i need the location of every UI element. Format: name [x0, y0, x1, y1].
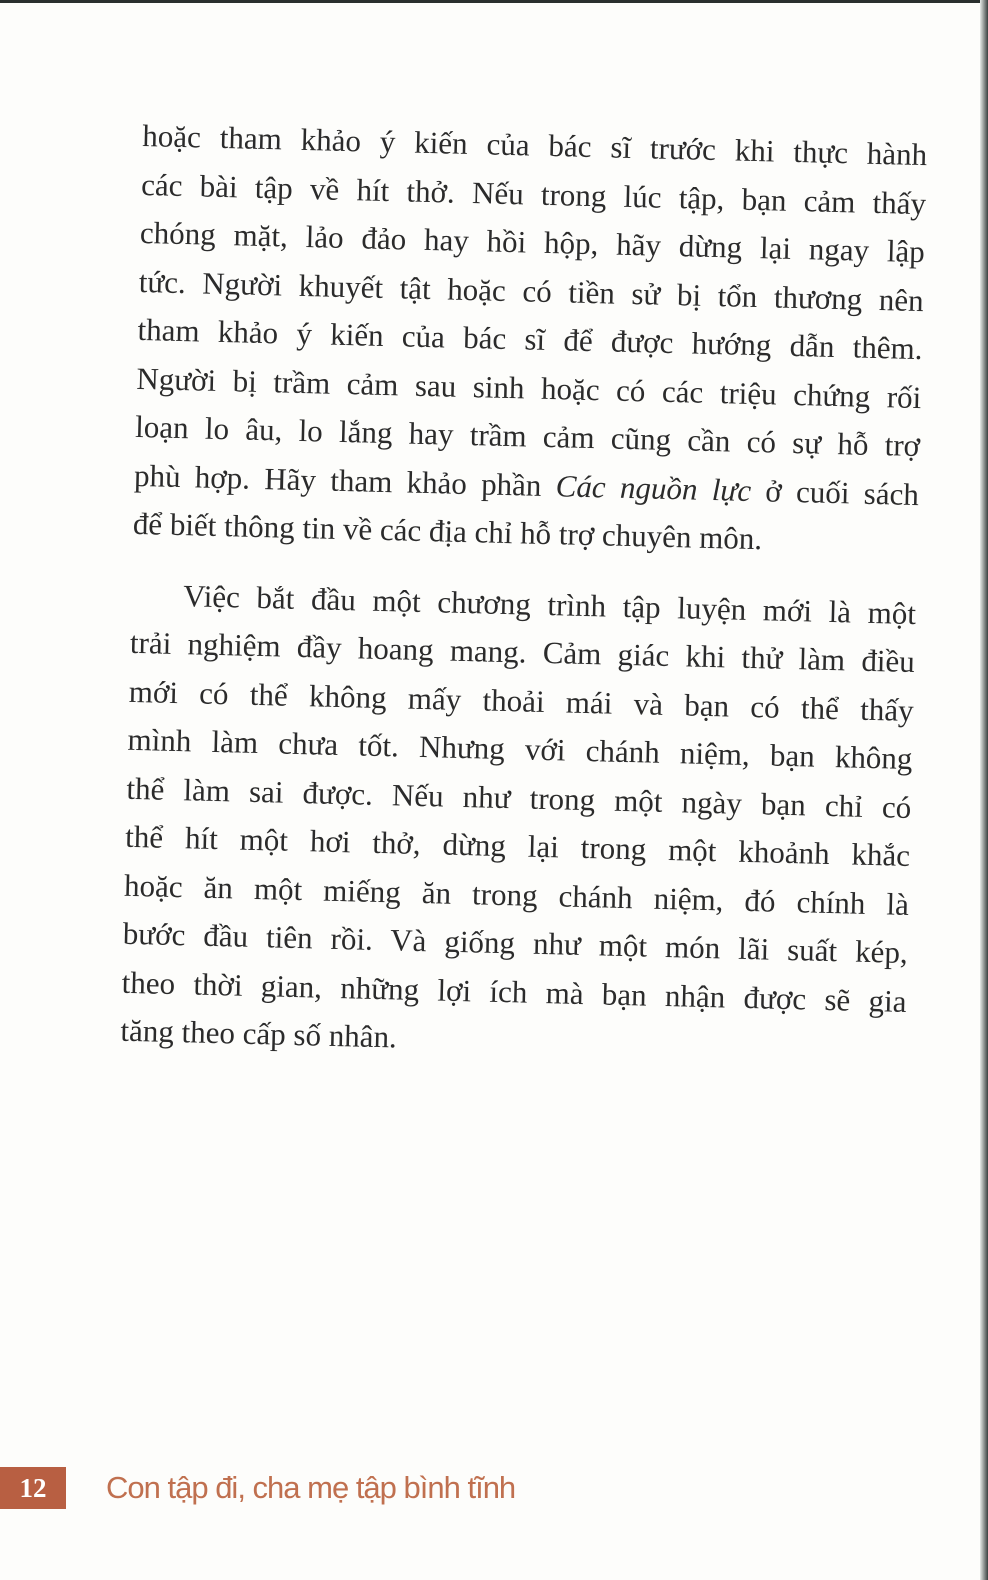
text-line: để biết thông tin về các địa chỉ hỗ trợ chuyên môn.	[132, 505, 763, 557]
text-line: loạn lo âu, lo lắng hay trầm cảm cũng cần có sự hỗ trợ	[134, 408, 921, 464]
text-line: tức. Người khuyết tật hoặc có tiền sử bị tổn thương nên	[138, 263, 925, 318]
resources-reference: Các nguồn lực	[555, 467, 752, 508]
scan-edge-right	[980, 0, 988, 1580]
text-line: mới có thể không mấy thoải mái và bạn có thể thấy	[128, 673, 915, 728]
text-line: chóng mặt, lảo đảo hay hồi hộp, hãy dừng lại ngay lập	[139, 214, 926, 270]
text-line: thể làm sai được. Nếu như trong một ngày bạn chỉ có	[126, 770, 912, 825]
text-segment: phù hợp. Hãy tham khảo phần	[133, 457, 557, 503]
text-line: tăng theo cấp số nhân.	[120, 1012, 398, 1055]
text-line: thể hít một hơi thở, dừng lại trong một khoảnh khắc	[124, 818, 911, 873]
text-line: Người bị trầm cảm sau sinh hoặc có các triệu chứng rối	[136, 360, 922, 415]
text-line: bước đầu tiên rồi. Và giống như một món lãi suất kép,	[122, 915, 909, 970]
paragraph-1	[132, 112, 927, 568]
text-line: các bài tập về hít thở. Nếu trong lúc tập, bạn cảm thấy	[140, 166, 927, 221]
paragraph-2	[120, 570, 917, 1074]
body-text	[120, 112, 928, 1074]
text-line: hoặc ăn một miếng ăn trong chánh niệm, đó chính là	[123, 867, 910, 922]
text-segment: ở cuối sách	[750, 472, 920, 512]
text-line: hoặc tham khảo ý kiến của bác sĩ trước khi thực hành	[141, 117, 928, 173]
text-line: trải nghiệm đầy hoang mang. Cảm giác khi thử làm điều	[129, 624, 916, 680]
scan-edge-top	[0, 0, 988, 3]
text-line: mình làm chưa tốt. Nhưng với chánh niệm, bạn không	[127, 721, 913, 776]
text-line: theo thời gian, những lợi ích mà bạn nhận được sẽ gia	[121, 964, 907, 1019]
text-line: Việc bắt đầu một chương trình tập luyện mới là một	[182, 577, 917, 631]
page-number: 12	[0, 1467, 66, 1509]
running-title: Con tập đi, cha mẹ tập bình tĩnh	[106, 1470, 516, 1505]
text-line: tham khảo ý kiến của bác sĩ để được hướng dẫn thêm.	[137, 311, 923, 367]
